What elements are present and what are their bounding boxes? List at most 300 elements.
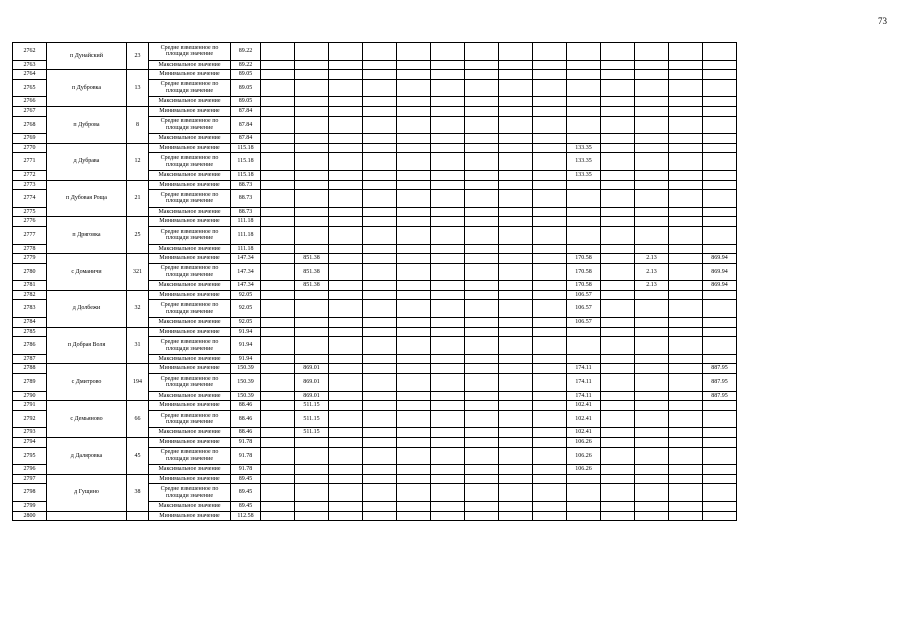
value-cell (703, 153, 737, 171)
value-cell (499, 501, 533, 511)
value-cell (329, 43, 363, 61)
value-cell: 89.45 (231, 501, 261, 511)
value-cell: 511.15 (295, 428, 329, 438)
value-cell (431, 410, 465, 428)
value-cell (431, 364, 465, 374)
value-cell (499, 438, 533, 448)
value-cell (329, 226, 363, 244)
value-cell (533, 153, 567, 171)
value-cell (533, 170, 567, 180)
value-cell (329, 465, 363, 475)
value-cell (329, 447, 363, 465)
value-cell (329, 244, 363, 254)
row-id-cell: 2789 (13, 374, 47, 392)
value-type-cell: Максимальное значение (149, 281, 231, 291)
settlement-name-cell: п Дряговка (47, 217, 127, 254)
value-cell (499, 290, 533, 300)
value-cell (499, 428, 533, 438)
value-type-cell: Минимальное значение (149, 106, 231, 116)
value-cell (533, 438, 567, 448)
value-cell (397, 263, 431, 281)
value-cell (601, 354, 635, 364)
value-cell (329, 337, 363, 355)
row-id-cell: 2778 (13, 244, 47, 254)
value-cell (397, 60, 431, 70)
value-cell (295, 180, 329, 190)
value-cell (363, 364, 397, 374)
value-cell (261, 391, 295, 401)
value-cell (635, 153, 669, 171)
value-cell: 106.57 (567, 318, 601, 328)
value-cell (635, 170, 669, 180)
value-cell (363, 290, 397, 300)
value-cell (261, 484, 295, 502)
value-cell (533, 354, 567, 364)
value-type-cell: Средне взвешенное по площади значение (149, 190, 231, 208)
value-cell: 851.38 (295, 254, 329, 264)
value-type-cell: Средне взвешенное по площади значение (149, 374, 231, 392)
value-cell (601, 318, 635, 328)
value-cell: 115.18 (231, 153, 261, 171)
value-cell (431, 134, 465, 144)
value-cell (669, 106, 703, 116)
value-type-cell: Максимальное значение (149, 207, 231, 217)
value-type-cell: Максимальное значение (149, 318, 231, 328)
value-cell (465, 70, 499, 80)
value-cell (397, 106, 431, 116)
value-cell (329, 207, 363, 217)
value-cell (363, 263, 397, 281)
value-cell (295, 474, 329, 484)
population-cell: 23 (127, 43, 149, 70)
value-cell (635, 226, 669, 244)
value-cell (601, 70, 635, 80)
value-cell (601, 474, 635, 484)
value-cell (703, 447, 737, 465)
value-cell (669, 254, 703, 264)
value-cell (499, 190, 533, 208)
value-cell (703, 116, 737, 134)
row-id-cell: 2791 (13, 401, 47, 411)
value-cell (499, 410, 533, 428)
value-cell (703, 244, 737, 254)
value-cell (669, 327, 703, 337)
value-cell (397, 327, 431, 337)
value-cell (397, 364, 431, 374)
value-cell: 89.45 (231, 474, 261, 484)
value-cell: 147.34 (231, 263, 261, 281)
value-cell (669, 226, 703, 244)
value-cell (499, 143, 533, 153)
value-cell (431, 207, 465, 217)
value-cell (533, 263, 567, 281)
value-cell (261, 79, 295, 97)
value-cell (465, 501, 499, 511)
value-cell: 91.78 (231, 447, 261, 465)
value-cell: 869.01 (295, 374, 329, 392)
value-cell (601, 281, 635, 291)
value-cell (329, 327, 363, 337)
value-cell (363, 281, 397, 291)
value-cell (329, 60, 363, 70)
value-cell (397, 97, 431, 107)
value-cell (295, 79, 329, 97)
value-cell (703, 70, 737, 80)
value-cell (635, 318, 669, 328)
value-cell (261, 428, 295, 438)
value-cell (431, 290, 465, 300)
value-type-cell: Средне взвешенное по площади значение (149, 447, 231, 465)
value-cell (499, 337, 533, 355)
value-cell (669, 447, 703, 465)
value-cell (499, 244, 533, 254)
row-id-cell: 2770 (13, 143, 47, 153)
value-cell (635, 501, 669, 511)
value-cell (601, 134, 635, 144)
value-type-cell: Максимальное значение (149, 428, 231, 438)
value-cell (329, 70, 363, 80)
value-cell (703, 207, 737, 217)
value-cell (465, 190, 499, 208)
value-cell (261, 170, 295, 180)
value-cell (499, 180, 533, 190)
settlement-name-cell: п Дунайский (47, 43, 127, 70)
value-cell (295, 244, 329, 254)
value-cell (363, 116, 397, 134)
value-cell (261, 207, 295, 217)
value-cell (329, 511, 363, 521)
value-cell (533, 447, 567, 465)
value-cell (261, 244, 295, 254)
value-cell (533, 428, 567, 438)
value-cell (567, 354, 601, 364)
value-cell: 87.84 (231, 106, 261, 116)
value-cell (601, 180, 635, 190)
value-cell (363, 217, 397, 227)
value-cell (533, 106, 567, 116)
value-cell (363, 410, 397, 428)
table-row (13, 290, 737, 300)
value-cell (533, 318, 567, 328)
value-cell (669, 217, 703, 227)
value-cell (533, 300, 567, 318)
value-cell (363, 511, 397, 521)
value-cell: 89.05 (231, 70, 261, 80)
value-cell: 133.35 (567, 153, 601, 171)
value-type-cell: Минимальное значение (149, 70, 231, 80)
value-cell (431, 79, 465, 97)
value-cell (669, 170, 703, 180)
value-cell (397, 134, 431, 144)
value-cell (499, 327, 533, 337)
value-cell (499, 153, 533, 171)
value-cell: 92.05 (231, 318, 261, 328)
value-cell (329, 79, 363, 97)
value-cell (465, 116, 499, 134)
value-cell (465, 447, 499, 465)
value-cell (669, 180, 703, 190)
value-cell (465, 134, 499, 144)
value-cell (431, 447, 465, 465)
value-cell (363, 254, 397, 264)
value-cell (533, 70, 567, 80)
table-row (13, 106, 737, 116)
value-cell: 887.95 (703, 364, 737, 374)
value-cell (431, 43, 465, 61)
row-id-cell: 2792 (13, 410, 47, 428)
value-cell (363, 180, 397, 190)
value-cell (431, 484, 465, 502)
row-id-cell: 2795 (13, 447, 47, 465)
value-cell (261, 374, 295, 392)
value-cell (499, 217, 533, 227)
value-cell (431, 190, 465, 208)
row-id-cell: 2790 (13, 391, 47, 401)
value-cell (669, 207, 703, 217)
value-cell: 133.35 (567, 143, 601, 153)
value-cell: 89.45 (231, 484, 261, 502)
population-cell: 194 (127, 364, 149, 401)
value-cell (601, 254, 635, 264)
value-cell (567, 70, 601, 80)
value-cell (261, 447, 295, 465)
value-cell (669, 364, 703, 374)
value-cell (669, 391, 703, 401)
value-cell (397, 290, 431, 300)
value-cell (295, 318, 329, 328)
value-cell (465, 153, 499, 171)
value-type-cell: Средне взвешенное по площади значение (149, 337, 231, 355)
value-cell (329, 401, 363, 411)
value-cell: 112.58 (231, 511, 261, 521)
value-cell (261, 116, 295, 134)
row-id-cell: 2796 (13, 465, 47, 475)
value-type-cell: Максимальное значение (149, 465, 231, 475)
population-cell: 12 (127, 143, 149, 180)
value-cell (635, 244, 669, 254)
value-type-cell: Максимальное значение (149, 501, 231, 511)
value-cell (533, 190, 567, 208)
value-cell (363, 244, 397, 254)
value-cell (397, 190, 431, 208)
value-cell: 88.46 (231, 428, 261, 438)
value-cell (431, 180, 465, 190)
row-id-cell: 2766 (13, 97, 47, 107)
value-cell (533, 226, 567, 244)
value-cell (669, 79, 703, 97)
population-cell: 45 (127, 438, 149, 475)
settlement-name-cell: с Дмитрово (47, 364, 127, 401)
value-cell: 851.38 (295, 263, 329, 281)
settlement-name-cell: п Дубровка (47, 70, 127, 107)
value-cell (397, 170, 431, 180)
value-cell (465, 60, 499, 70)
value-cell (703, 428, 737, 438)
value-cell (533, 364, 567, 374)
value-cell (499, 374, 533, 392)
value-cell (261, 226, 295, 244)
value-cell (499, 106, 533, 116)
value-cell (465, 318, 499, 328)
value-cell (431, 116, 465, 134)
value-cell (363, 401, 397, 411)
value-cell (567, 43, 601, 61)
value-cell (261, 190, 295, 208)
value-cell (261, 438, 295, 448)
value-cell (397, 180, 431, 190)
value-cell (295, 43, 329, 61)
value-cell (295, 337, 329, 355)
value-cell (329, 290, 363, 300)
value-type-cell: Средне взвешенное по площади значение (149, 484, 231, 502)
value-cell (431, 501, 465, 511)
value-cell (703, 354, 737, 364)
value-cell (431, 318, 465, 328)
value-cell (431, 474, 465, 484)
value-cell (567, 106, 601, 116)
value-cell (703, 290, 737, 300)
value-cell (499, 465, 533, 475)
value-cell (567, 484, 601, 502)
row-id-cell: 2777 (13, 226, 47, 244)
value-cell (363, 501, 397, 511)
value-cell (499, 263, 533, 281)
value-cell (261, 180, 295, 190)
row-id-cell: 2788 (13, 364, 47, 374)
value-cell: 150.39 (231, 374, 261, 392)
row-id-cell: 2763 (13, 60, 47, 70)
value-cell (295, 153, 329, 171)
row-id-cell: 2783 (13, 300, 47, 318)
value-cell (261, 106, 295, 116)
value-cell (669, 374, 703, 392)
value-cell (635, 428, 669, 438)
value-cell (703, 226, 737, 244)
value-cell (601, 465, 635, 475)
value-cell (261, 281, 295, 291)
row-id-cell: 2769 (13, 134, 47, 144)
value-cell (601, 116, 635, 134)
value-cell: 102.41 (567, 410, 601, 428)
value-type-cell: Минимальное значение (149, 143, 231, 153)
value-cell (635, 465, 669, 475)
value-cell (465, 263, 499, 281)
row-id-cell: 2774 (13, 190, 47, 208)
value-cell (601, 337, 635, 355)
value-cell (703, 60, 737, 70)
value-cell (261, 143, 295, 153)
row-id-cell: 2771 (13, 153, 47, 171)
value-cell (465, 207, 499, 217)
value-type-cell: Средне взвешенное по площади значение (149, 410, 231, 428)
value-cell (431, 391, 465, 401)
population-cell: 13 (127, 70, 149, 107)
value-cell (363, 327, 397, 337)
value-cell (703, 170, 737, 180)
value-cell (601, 43, 635, 61)
row-id-cell: 2794 (13, 438, 47, 448)
value-cell (669, 410, 703, 428)
value-cell (465, 226, 499, 244)
row-id-cell: 2780 (13, 263, 47, 281)
value-cell: 887.95 (703, 391, 737, 401)
value-cell (533, 79, 567, 97)
value-cell (431, 170, 465, 180)
value-cell: 88.73 (231, 207, 261, 217)
value-cell (635, 438, 669, 448)
value-type-cell: Минимальное значение (149, 474, 231, 484)
value-cell: 174.11 (567, 391, 601, 401)
value-type-cell: Максимальное значение (149, 244, 231, 254)
value-cell (261, 474, 295, 484)
value-cell (635, 180, 669, 190)
population-cell (127, 511, 149, 521)
value-cell (635, 106, 669, 116)
value-cell (635, 484, 669, 502)
value-cell (499, 354, 533, 364)
value-cell (499, 60, 533, 70)
value-cell (669, 281, 703, 291)
value-cell: 91.94 (231, 327, 261, 337)
value-cell (329, 106, 363, 116)
value-type-cell: Минимальное значение (149, 364, 231, 374)
population-cell: 66 (127, 401, 149, 438)
value-cell (533, 217, 567, 227)
value-cell (703, 43, 737, 61)
value-cell: 89.05 (231, 97, 261, 107)
value-cell (533, 391, 567, 401)
value-cell (397, 391, 431, 401)
value-cell (329, 254, 363, 264)
value-cell (397, 318, 431, 328)
value-cell (295, 134, 329, 144)
value-cell (465, 143, 499, 153)
value-cell: 111.18 (231, 217, 261, 227)
value-cell (465, 474, 499, 484)
row-id-cell: 2765 (13, 79, 47, 97)
value-cell (261, 134, 295, 144)
value-cell (669, 143, 703, 153)
value-cell (703, 438, 737, 448)
row-id-cell: 2779 (13, 254, 47, 264)
value-cell (295, 190, 329, 208)
value-cell (533, 143, 567, 153)
value-cell (363, 97, 397, 107)
value-cell (465, 401, 499, 411)
value-cell (261, 410, 295, 428)
value-cell (669, 60, 703, 70)
value-cell: 102.41 (567, 428, 601, 438)
value-type-cell: Средне взвешенное по площади значение (149, 153, 231, 171)
value-cell (669, 263, 703, 281)
value-cell (363, 170, 397, 180)
value-cell (329, 318, 363, 328)
value-cell (601, 170, 635, 180)
value-cell (499, 170, 533, 180)
row-id-cell: 2764 (13, 70, 47, 80)
value-cell (431, 254, 465, 264)
table-row (13, 438, 737, 448)
value-cell (669, 300, 703, 318)
value-type-cell: Минимальное значение (149, 327, 231, 337)
table-row (13, 364, 737, 374)
table-row (13, 474, 737, 484)
value-cell (533, 97, 567, 107)
value-cell (635, 374, 669, 392)
value-cell (465, 106, 499, 116)
value-cell (499, 511, 533, 521)
value-cell (397, 447, 431, 465)
